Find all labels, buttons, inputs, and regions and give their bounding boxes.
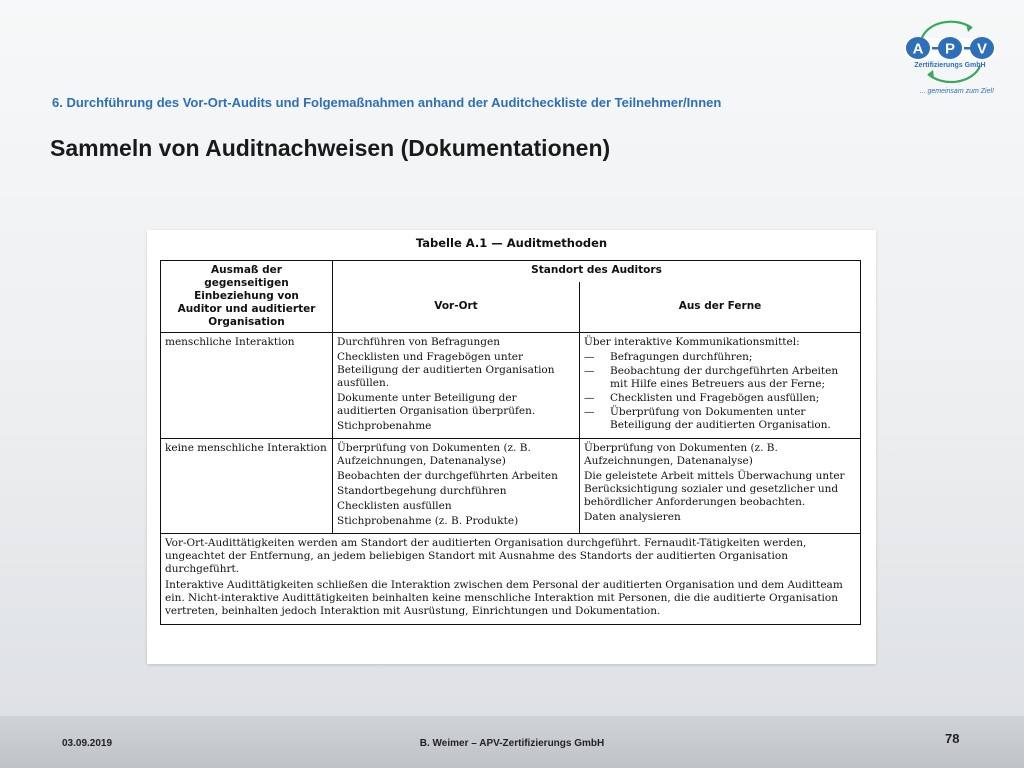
logo-company: Zertifizierungs GmbH [914,62,986,69]
row-ferne-cell [580,439,861,534]
row-ferne-cell [580,333,861,439]
cell-item: Durchführen von Befragungen [337,336,500,348]
cell-item: Stichprobenahme [337,420,432,432]
apv-logo-graphic [902,18,998,88]
cell-item: Stichprobenahme (z. B. Produkte) [337,515,519,527]
footnote-paragraph: Interaktive Audittätigkeiten schließen die Interaktion zwischen dem Personal der auditierten Organisation und dem Auditteam ein. Nicht-interaktive Audittätigkeiten beinhalten keine menschliche Interaktion mit Personen, die die auditierte Organisation vertreten, beinhalten jedoch Interaktion mit Ausrüstung, Einrichtungen und Dokumentation. [165,579,843,617]
page-number: 78 [945,731,960,746]
dash-list-item [584,392,856,405]
header-vor-ort: Vor-Ort [333,282,580,333]
row-vor-ort-cell [333,439,580,534]
cell-item: Beobachtung der durchgeführten Arbeiten mit Hilfe eines Betreuers aus der Ferne; [610,365,839,390]
row-label: menschliche Interaktion [161,333,333,439]
cell-intro: Über interaktive Kommunikationsmittel: [584,336,800,348]
dash-list-item [584,351,856,364]
slide-subtitle: 6. Durchführung des Vor-Ort-Audits und Folgemaßnahmen anhand der Auditcheckliste der Teilnehmer/Innen [52,95,722,110]
cell-item: Befragungen durchführen; [610,351,753,363]
footer-date: 03.09.2019 [62,738,113,749]
logo-letter-a: A [912,40,924,58]
header-interaction-extent [161,261,333,333]
table-header-row [161,261,861,282]
header-line: gegenseitigen [204,277,289,289]
cell-item: Überprüfung von Dokumenten (z. B. Aufzeichnungen, Datenanalyse) [584,442,778,467]
header-line: Ausmaß der [211,264,282,276]
cell-item: Checklisten ausfüllen [337,500,452,512]
logo-letter-p: P [944,40,956,58]
dash-marker: — [584,392,595,404]
dash-list-item [584,406,856,432]
header-auditor-location: Standort des Auditors [333,261,861,282]
audit-methods-table-image [147,230,876,664]
logo-letter-v: V [976,40,988,58]
dash-list-item [584,365,856,391]
dash-marker: — [584,351,595,363]
footer-author: B. Weimer – APV-Zertifizierungs GmbH [419,738,605,749]
header-line: Auditor und auditierter [177,303,316,315]
header-line: Einbeziehung von [194,290,299,302]
cell-item: Überprüfung von Dokumenten unter Beteiligung der auditierten Organisation. [610,406,831,431]
table-caption: Tabelle A.1 — Auditmethoden [415,236,608,250]
page-title: Sammeln von Auditnachweisen (Dokumentationen) [50,135,611,161]
header-line: Organisation [208,316,285,328]
row-vor-ort-cell [333,333,580,439]
cell-item: Daten analysieren [584,511,681,523]
cell-item: Dokumente unter Beteiligung der auditierten Organisation überprüfen. [337,392,536,417]
cell-item: Überprüfung von Dokumenten (z. B. Aufzeichnungen, Datenanalyse) [337,442,531,467]
cell-item: Die geleistete Arbeit mittels Überwachung unter Berücksichtigung sozialer und gesetzlicher und behördlicher Anforderungen beobachten. [584,470,845,508]
footnote-paragraph: Vor-Ort-Audittätigkeiten werden am Standort der auditierten Organisation durchgeführt. Fernaudit-Tätigkeiten werden, ungeachtet der Entfernung, an jedem beliebigen Standort mit Ausnahme des Standorts der auditierten Organisation durchgeführt. [165,537,807,575]
dash-marker: — [584,406,595,418]
cell-item: Beobachten der durchgeführten Arbeiten [337,470,558,482]
cell-item: Checklisten und Fragebögen ausfüllen; [610,392,820,404]
table-footnote [161,534,861,625]
table-row [161,333,861,439]
audit-methods-table [160,260,861,625]
logo-tagline: ... gemeinsam zum Ziel! [919,88,994,95]
row-label: keine menschliche Interaktion [161,439,333,534]
cell-item: Checklisten und Fragebögen unter Beteiligung der auditierten Organisation ausfüllen. [337,351,555,389]
header-aus-der-ferne: Aus der Ferne [580,282,861,333]
dash-marker: — [584,365,595,377]
table-footnote-row [161,534,861,625]
table-row [161,439,861,534]
cell-item: Standortbegehung durchführen [337,485,507,497]
